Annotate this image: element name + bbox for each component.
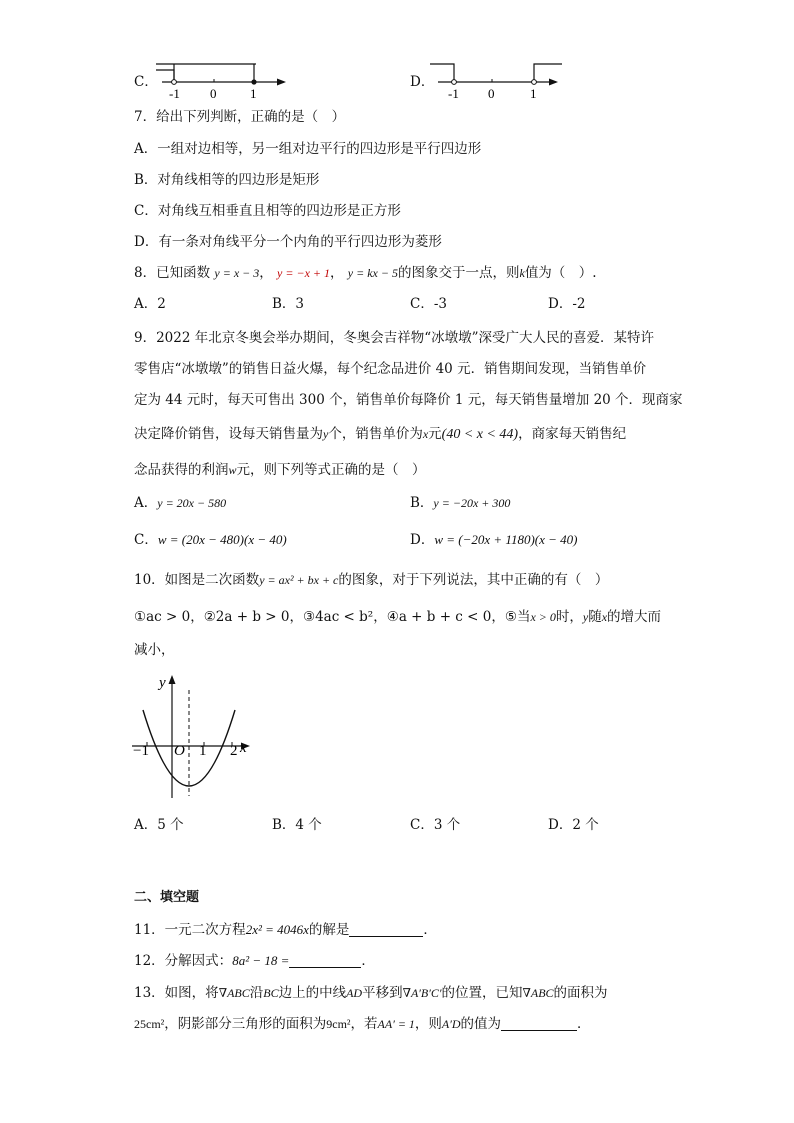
q9-line4: 决定降价销售，设每天销售量为y个，销售单价为x元(40 < x < 44)，商家每天销售纪 [134,426,627,442]
q13-answer-blank[interactable] [501,1016,577,1031]
q8-option-a: A．2 [134,296,166,312]
q10-option-c: C．3 个 [410,817,461,833]
q10-stem: 10．如图是二次函数y = ax² + bx + c的图象，对于下列说法，其中正确的有（ ） [134,572,609,588]
quadratic-function: y = ax² + bx + c [259,573,339,587]
price-range: (40 < x < 44) [441,427,519,442]
q8-stem: 8．已知函数 y = x − 3， y = −x + 1， y = kx − 5的图象交于一点，则k值为（ ）. [134,265,597,281]
q10-option-a: A．5 个 [134,817,184,833]
q9-option-c: C．w = (20x − 480)(x − 40) [134,532,287,548]
q10-option-d: D．2 个 [548,817,599,833]
q7-option-a: A．一组对边相等，另一组对边平行的四边形是平行四边形 [134,141,482,157]
x-label: x [240,740,247,756]
q9-option-b: B．y = −20x + 300 [410,495,511,511]
number-line-d [428,56,568,102]
func-1: y = x − 3 [214,266,260,280]
tick-label-neg1: −1 [133,743,149,759]
option-c-label: C． [134,74,158,90]
q9-option-a: A．y = 20x − 580 [134,495,227,511]
q11: 11．一元二次方程2x² = 4046x的解是 ． [134,922,437,938]
q8-option-b: B．3 [272,296,305,312]
q9-option-d: D．w = (−20x + 1180)(x − 40) [410,532,578,548]
origin-label: O [174,743,185,759]
q10-line3: 减小， [134,642,175,658]
q7-option-c: C．对角线互相垂直且相等的四边形是正方形 [134,203,401,219]
parabola-graph [130,670,255,800]
tick-neg1: -1 [169,86,180,101]
y-label: y [159,675,166,691]
q9-line2: 零售店“冰墩墩”的销售日益火爆，每个纪念品进价 40 元．销售期间发现，当销售单价 [134,361,647,377]
number-line-c [152,56,292,102]
q8-option-c: C．-3 [410,296,447,312]
q9-line1: 9．2022 年北京冬奥会举办期间，冬奥会吉祥物“冰墩墩”深受广大人民的喜爱．某特许 [134,330,655,346]
q12: 12．分解因式：8a² − 18 = ． [134,953,375,969]
tick-neg1: -1 [448,86,459,101]
y-axis-arrow [169,675,176,684]
q9-line5: 念品获得的利润w元，则下列等式正确的是（ ） [134,462,426,478]
tick-1: 1 [250,86,257,101]
q7-option-b: B．对角线相等的四边形是矩形 [134,172,320,188]
tick-label-2: 2 [230,743,238,759]
q13-line1: 13．如图，将∇ABC沿BC边上的中线AD平移到∇A′B′C′的位置，已知∇ABC的面积为 [134,985,608,1001]
q11-answer-blank[interactable] [349,922,423,937]
section-title: 二、填空题 [134,890,200,905]
q10-option-b: B．4 个 [272,817,322,833]
q13-line2: 25cm²，阴影部分三角形的面积为9cm²，若AA′ = 1，则A′D的值为 ． [134,1016,591,1032]
q9-line3: 定为 44 元时，每天可售出 300 个，销售单价每降价 1 元，每天销售量增加 20 个．现商家 [134,392,683,408]
q7-stem: 7．给出下列判断，正确的是（ ） [134,109,346,125]
q10-statements: ①ac > 0，②2a + b > 0，③4ac < b²，④a + b + c < 0，⑤当x > 0时，y随x的增大而 [134,609,662,625]
q8-option-d: D．-2 [548,296,586,312]
option-d-label: D． [410,74,435,90]
func-3: y = kx − 5 [347,266,398,280]
q7-option-d: D．有一条对角线平分一个内角的平行四边形为菱形 [134,234,442,250]
tick-label-1: 1 [199,743,207,759]
func-2: y = −x + 1 [277,266,330,280]
tick-0: 0 [210,86,217,101]
tick-0: 0 [488,86,495,101]
q12-answer-blank[interactable] [289,953,361,968]
tick-1: 1 [530,86,537,101]
